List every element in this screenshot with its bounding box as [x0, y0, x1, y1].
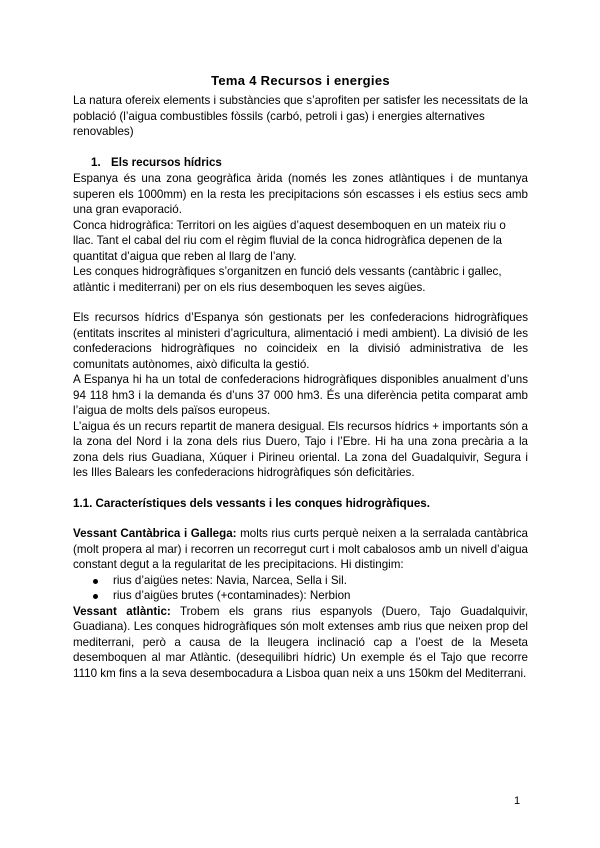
paragraph-conca-hidrografica: Conca hidrogràfica: Territori on les aigües d’aquest desemboquen en un mateix riu o llac. Tant el cabal del riu com el règim fluvial de la conca hidrogràfica depenen de la quantitat d’aigua que reben al llarg de l’any.: [73, 218, 506, 263]
paragraph-repartiment: L’aigua és un recurs repartit de manera desigual. Els recursos hídrics + importants són a la zona del Nord i la zona dels rius Duero, Tajo i l’Ebre. Hi ha una zona precària a la zona dels rius Guadiana, Xúquer i Pirineu oriental. La zona del Guadalquivir, Segura i les Illes Balears les confederacions hidrogràfiques són deficitàries.: [73, 419, 528, 479]
document-page: [73, 72, 528, 681]
lead-vessant-atlantic: Vessant atlàntic:: [73, 604, 171, 618]
rivers-list: [73, 573, 528, 604]
spacer: [73, 140, 528, 155]
paragraph-vessant-atlantic: [73, 604, 528, 682]
list-item: [91, 588, 528, 604]
bullet-icon: [93, 594, 98, 599]
section-heading-text: Els recursos hídrics: [111, 155, 222, 169]
intro-paragraph: La natura ofereix elements i substàncies que s’aprofiten per satisfer les necessitats de la població (l’aigua combustibles fòssils (carbó, petroli i gas) i energies alternatives renovables): [73, 94, 528, 138]
text-vessant-cantabrica: molts rius curts perquè neixen a la serralada cantàbrica (molt propera al mar) i recorren un recorregut curt i molt cabalosos amb un nivell d’aigua constant degut a la regularitat de les precipitacions. Hi distingim:: [73, 527, 528, 571]
lead-vessant-cantabrica: Vessant Cantàbrica i Gallega:: [73, 527, 237, 540]
page-number: 1: [514, 795, 521, 807]
paragraph-demanda: A Espanya hi ha un total de confederacions hidrogràfiques disponibles anualment d’uns 94 118 hm3 i la demanda és d’uns 37 000 hm3. És una diferència petita comparat amb l’aigua de molts dels països europeus.: [73, 373, 528, 417]
spacer: [73, 295, 528, 310]
subsection-heading-caracteristiques: 1.1. Característiques dels vessants i les conques hidrogràfiques.: [73, 496, 430, 510]
spacer: [73, 511, 528, 526]
paragraph-vessants: Les conques hidrogràfiques s’organitzen en funció dels vessants (cantàbric i gallec, atlàntic i mediterrani) per on els rius desemboquen les seves aigües.: [73, 265, 502, 294]
paragraph-confederacions: Els recursos hídrics d’Espanya són gestionats per les confederacions hidrogràfiques (entitats inscrites al ministeri d’agricultura, alimentació i medi ambient). La divisió de les confederacions hidrogràfiques no coincideix en la divisió administrativa de les comunitats autònomes, això dificulta la gestió.: [73, 311, 528, 371]
list-item-text: rius d’aigües brutes (+contaminades): Nerbion: [113, 589, 351, 602]
list-item-text: rius d’aigües netes: Navia, Narcea, Sella i Sil.: [113, 573, 347, 587]
list-item: [91, 573, 528, 589]
paragraph-arid-zone: Espanya és una zona geogràfica àrida (només les zones atlàntiques i de muntanya superen els 1000mm) en la resta les precipitacions són escasses i els estius secs amb una gran evaporació.: [73, 172, 528, 216]
paragraph-vessant-cantabrica: [73, 526, 528, 573]
section-number: 1.: [91, 155, 101, 169]
spacer: [73, 481, 528, 496]
bullet-icon: [93, 579, 98, 584]
text-vessant-atlantic: Trobem els grans rius espanyols (Duero, Tajo Guadalquivir, Guadiana). Les conques hidrogràfiques són molt extenses amb rius que neixen prop del mediterrani, però a causa de la lleugera inclinació cap a l’oest de la Meseta desemboquen al mar Atlàntic. (desequilibri hídric) Un exemple és el Tajo que recorre 1110 km fins a la seva desembocadura a Lisboa quan neix a uns 150km del Mediterrani.: [73, 604, 529, 680]
section-heading-recursos-hidrics: [73, 155, 528, 171]
document-title: Tema 4 Recursos i energies: [211, 73, 390, 88]
